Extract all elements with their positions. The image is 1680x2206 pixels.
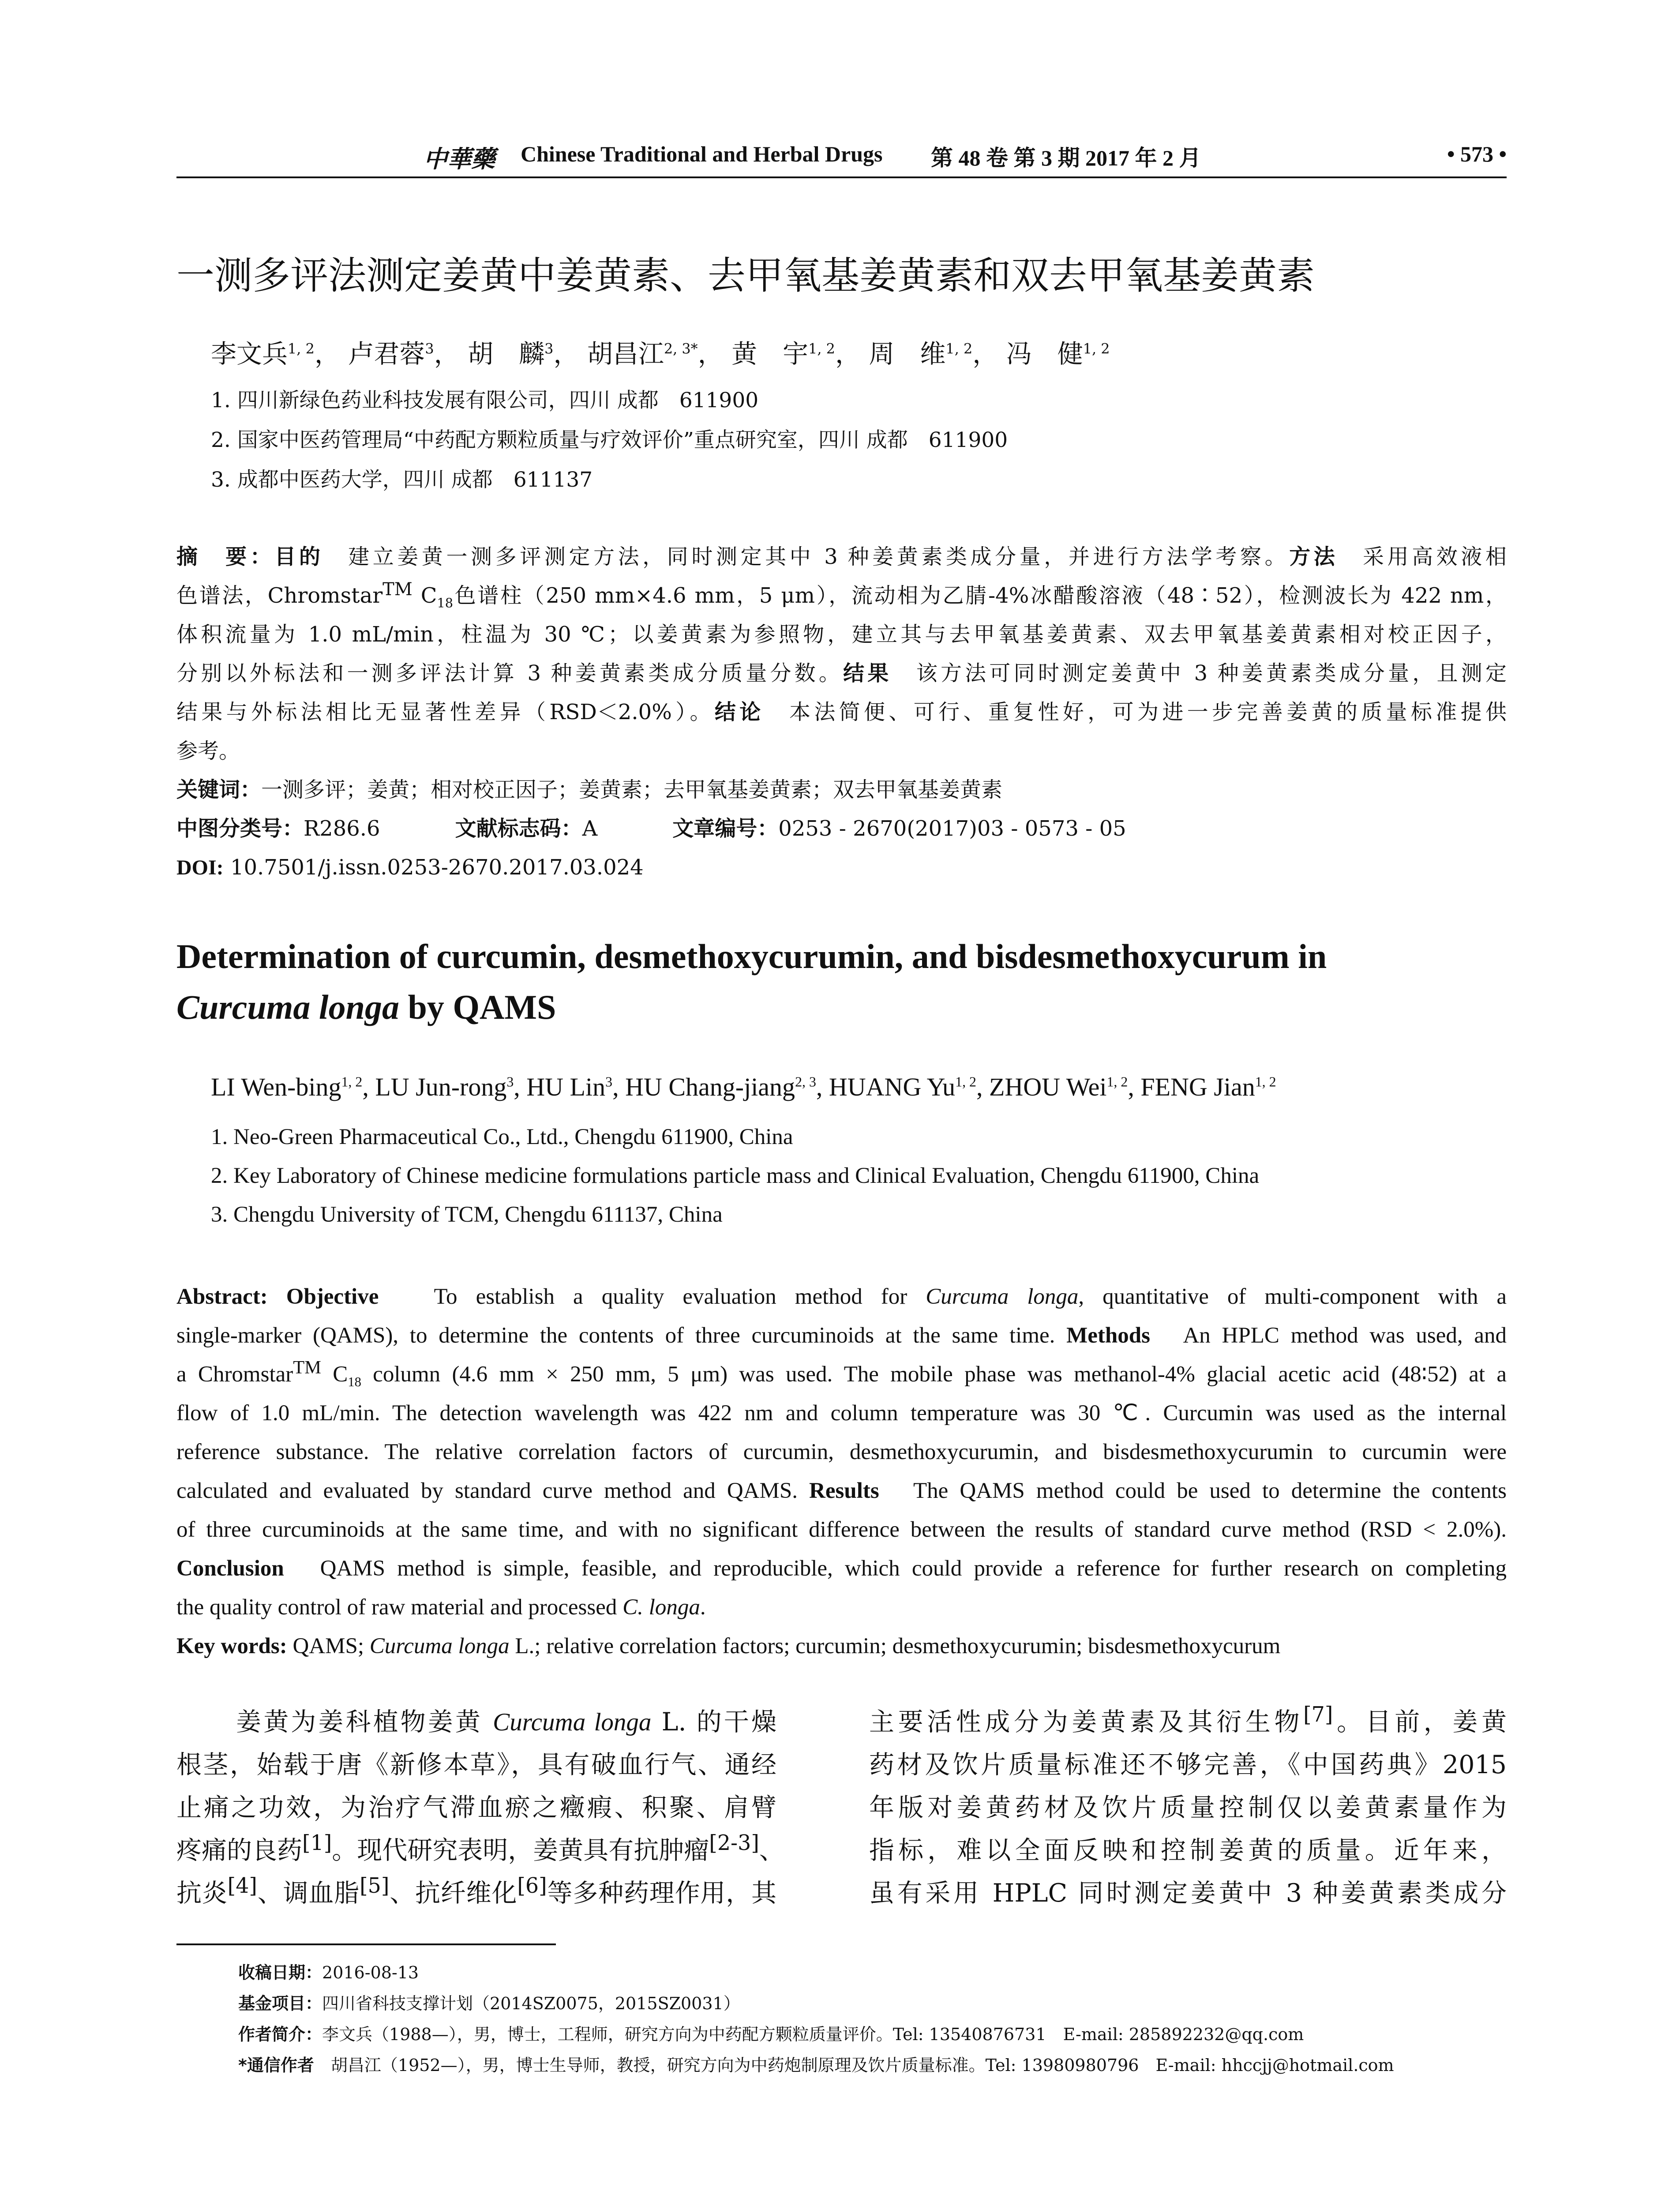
column-type: C: [321, 1362, 348, 1387]
abstract-en-line: [176, 1471, 1507, 1510]
body-text: 姜黄为姜科植物姜黄: [234, 1707, 493, 1737]
author-affil-mark: 1, 2: [288, 340, 315, 357]
abstract-cn-line: [176, 654, 1507, 693]
citation-ref[interactable]: [6]: [517, 1874, 547, 1898]
abstract-text: single-marker (QAMS), to determine the contents of three curcuminoids at the same time.: [176, 1323, 1067, 1348]
footnote-label: 收稿日期：: [238, 1963, 322, 1982]
body-text: 、: [759, 1836, 784, 1865]
abstract-text: a Chromstar: [176, 1362, 293, 1387]
trademark-mark: TM: [293, 1357, 321, 1378]
author-name: LU Jun-rong: [375, 1073, 507, 1101]
abstract-text: An HPLC method was used, and: [1183, 1323, 1507, 1348]
body-line: 虽有采用 HPLC 同时测定姜黄中 3 种姜黄素类成分: [869, 1879, 1507, 1908]
author-name: 卢君蓉: [348, 339, 425, 369]
abstract-cn: [176, 537, 1507, 887]
keywords-label: Key words:: [176, 1634, 287, 1658]
body-line: 指标，难以全面反映和控制姜黄的质量。近年来，: [869, 1836, 1507, 1865]
doi-link[interactable]: 10.7501/j.issn.0253-2670.2017.03.024: [230, 855, 644, 880]
citation-ref[interactable]: [5]: [360, 1874, 390, 1898]
keywords-text: L.; relative correlation factors; curcumin; desmethoxycurumin; bisdesmethoxycurum: [509, 1634, 1281, 1658]
keywords-en: [176, 1627, 1507, 1666]
footnote-received: [238, 1959, 419, 1983]
affiliation-cn: 1. 四川新绿色药业科技发展有限公司，四川 成都 611900: [211, 388, 759, 413]
keywords-text: 一测多评；姜黄；相对校正因子；姜黄素；去甲氧基姜黄素；双去甲氧基姜黄素: [261, 777, 1003, 802]
body-line: [176, 1829, 784, 1872]
author-affil-mark: 3: [605, 1074, 613, 1090]
affiliation-en: 3. Chengdu University of TCM, Chengdu 611137, China: [211, 1202, 723, 1227]
article-title-cn: 一测多评法测定姜黄中姜黄素、去甲氧基姜黄素和双去甲氧基姜黄素: [176, 254, 1315, 298]
page-number: • 573 •: [1447, 142, 1507, 166]
article-title-en-line: [176, 982, 1327, 1032]
species-name: C. longa: [622, 1595, 700, 1620]
clc-label: 中图分类号：: [176, 816, 304, 841]
conclusion-text: 本法简便、可行、重复性好，可为进一步完善姜黄的质量标准提供: [789, 700, 1507, 724]
species-name: Curcuma longa: [493, 1708, 652, 1736]
species-name: Curcuma longa: [926, 1284, 1079, 1309]
conclusion-label: Conclusion: [176, 1556, 284, 1581]
article-no-value: 0253 - 2670(2017)03 - 0573 - 05: [778, 816, 1126, 841]
keywords-label: 关键词：: [176, 777, 262, 802]
abstract-cn-line: [176, 537, 1507, 576]
affiliation-en: 1. Neo-Green Pharmaceutical Co., Ltd., Chengdu 611900, China: [211, 1125, 793, 1149]
body-line: [176, 1872, 776, 1915]
body-text: 、抗纤维化: [389, 1879, 518, 1908]
author-name: HU Lin: [526, 1073, 606, 1101]
body-line: [176, 1701, 776, 1744]
doi-line: [176, 848, 1507, 887]
objective-label: Objective: [286, 1284, 379, 1309]
footnote-rule: [176, 1943, 556, 1945]
abstract-en-line: flow of 1.0 mL/min. The detection wavelength was 422 nm and column temperature was 30 ℃. Curcumin was used as the internal: [176, 1401, 1507, 1426]
author-name: LI Wen-bing: [211, 1073, 341, 1101]
author-name: 李文兵: [211, 339, 288, 369]
citation-ref[interactable]: [7]: [1303, 1703, 1333, 1727]
citation-ref[interactable]: [1]: [302, 1831, 332, 1855]
column-type: C: [420, 583, 437, 608]
conclusion-text: 参考。: [176, 739, 240, 763]
issue-info: 第 48 卷 第 3 期 2017 年 2 月: [931, 146, 1201, 170]
author-affil-mark: 1, 2: [955, 1074, 976, 1090]
body-line: 根茎，始载于唐《新修本草》，具有破血行气、通经: [176, 1750, 776, 1779]
abstract-cn-line: [176, 732, 1507, 770]
abstract-en-line: [176, 1355, 1507, 1394]
affiliation-cn: 3. 成都中医药大学，四川 成都 611137: [211, 468, 593, 492]
clc-value: R286.6: [304, 816, 380, 841]
methods-text: 体积流量为 1.0 mL/min，柱温为 30 ℃；以姜黄素为参照物，建立其与去甲氧基姜黄素、双去甲氧基姜黄素相对校正因子，: [176, 622, 1507, 647]
footnote-label: 基金项目：: [238, 1994, 322, 2013]
body-text: 主要活性成分为姜黄素及其衍生物: [869, 1707, 1304, 1737]
footnote-correspondence: [238, 2052, 1394, 2076]
citation-ref[interactable]: [2-3]: [709, 1831, 759, 1855]
author-name: 冯 健: [1006, 339, 1083, 369]
keywords-cn: [176, 770, 1507, 809]
results-text: 该方法可同时测定姜黄中 3 种姜黄素类成分量，且测定: [916, 661, 1507, 686]
objective-text: 建立姜黄一测多评测定方法，同时测定其中 3 种姜黄素类成分量，并进行方法学考察。: [348, 544, 1290, 569]
title-rest: by QAMS: [399, 988, 556, 1026]
author-name: ZHOU Wei: [989, 1073, 1107, 1101]
abstract-text: The QAMS method could be used to determine the contents: [913, 1478, 1507, 1503]
abstract-en-line: of three curcuminoids at the same time, and with no significant difference between the results of standard curve method (RSD < 2.0%).: [176, 1517, 1507, 1542]
conclusion-label: 结论: [714, 700, 765, 724]
body-column-left: [176, 1701, 784, 1915]
footnote-text: 四川省科技支撑计划（2014SZ0075，2015SZ0031）: [322, 1994, 740, 2013]
body-text: 。现代研究表明，姜黄具有抗肿瘤: [332, 1836, 709, 1865]
abstract-en-line: reference substance. The relative correlation factors of curcumin, desmethoxycurumin, and bisdesmethoxycurumin to curcumin were: [176, 1440, 1507, 1464]
abstract-en-line: [176, 1549, 1507, 1588]
body-text: 抗炎: [176, 1879, 228, 1908]
trademark-mark: TM: [382, 579, 412, 600]
abstract-en-line: [176, 1316, 1507, 1355]
abstract-text: , quantitative of multi-component with a: [1078, 1284, 1507, 1309]
body-line: [869, 1701, 1507, 1744]
affiliation-en: 2. Key Laboratory of Chinese medicine formulations particle mass and Clinical Evaluation, Chengdu 611900, China: [211, 1163, 1260, 1188]
abstract-text: To establish a quality evaluation method for: [434, 1284, 926, 1309]
article-title-en-line: Determination of curcumin, desmethoxycurumin, and bisdesmethoxycurum in: [176, 937, 1327, 975]
author-name: 周 维: [869, 339, 946, 369]
results-text: 结果与外标法相比无显著性差异（RSD＜2.0%）。: [176, 700, 715, 724]
affiliation-cn: 2. 国家中医药管理局“中药配方颗粒质量与疗效评价”重点研究室，四川 成都 611900: [211, 428, 1008, 452]
author-list-cn: 李文兵$^{1, 2}$， 卢君蓉$^3$， 胡 麟$^3$， 胡昌江$^{2, 3*}$， 黄 宇$^{1, 2}$， 周 维$^{1, 2}$， 冯 健$^{1, 2}$: [211, 339, 1110, 369]
article-title-en: [176, 931, 1327, 1032]
body-text: 等多种药理作用，其: [547, 1879, 777, 1908]
author-name: FENG Jian: [1140, 1073, 1255, 1101]
footnote-author: [238, 2021, 1304, 2045]
abstract-text: the quality control of raw material and processed: [176, 1595, 623, 1620]
species-name: Curcuma longa: [176, 988, 399, 1026]
doc-code-value: A: [582, 816, 598, 841]
abstract-cn-line: [176, 576, 1507, 615]
methods-text: 色谱柱（250 mm×4.6 mm，5 μm），流动相为乙腈-4%冰醋酸溶液（48∶52），检测波长为 422 nm，: [453, 583, 1507, 608]
abstract-text: column (4.6 mm × 250 mm, 5 μm) was used. The mobile phase was methanol-4% glacial acetic acid (48∶52) at a: [361, 1362, 1507, 1387]
author-affil-mark: 1, 2: [1106, 1074, 1128, 1090]
header-rule: [176, 176, 1507, 178]
body-line: 年版对姜黄药材及饮片质量控制仅以姜黄素量作为: [869, 1793, 1507, 1822]
author-affil-mark: 2, 3: [795, 1074, 816, 1090]
column-type-sub: 18: [437, 595, 454, 611]
article-no-label: 文章编号：: [672, 816, 779, 841]
results-label: 结果: [843, 661, 892, 686]
author-name: HU Chang-jiang: [625, 1073, 795, 1101]
abstract-cn-line: [176, 615, 1507, 654]
species-name: Curcuma longa: [369, 1634, 510, 1658]
journal-name: Chinese Traditional and Herbal Drugs: [521, 142, 883, 166]
body-text: 、调血脂: [257, 1879, 360, 1908]
author-name: HUANG Yu: [829, 1073, 956, 1101]
footnote-text: 李文兵（1988—），男，博士，工程师，研究方向为中药配方颗粒质量评价。Tel: 13540876731 E-mail: 285892232@qq.com: [322, 2025, 1304, 2044]
methods-label: 方法: [1289, 544, 1339, 569]
classification-line: [176, 809, 1507, 848]
footnote-text: 胡昌江（1952—），男，博士生导师，教授，研究方向为中药炮制原理及饮片质量标准。Tel: 13980980796 E-mail: hhccjj@hotmail.com: [330, 2056, 1394, 2075]
doc-code-label: 文献标志码：: [455, 816, 582, 841]
abstract-en: [176, 1277, 1507, 1666]
body-column-right: [869, 1701, 1507, 1915]
author-affil-mark: 3: [544, 340, 554, 357]
objective-label: 目的: [274, 544, 324, 569]
body-text: L. 的干燥: [651, 1707, 776, 1737]
abstract-en-line: [176, 1588, 1507, 1627]
footnote-text: 2016-08-13: [322, 1963, 419, 1982]
author-affil-mark: 3: [425, 340, 434, 357]
abstract-text: QAMS method is simple, feasible, and reproducible, which could provide a reference for further research on completing: [320, 1556, 1507, 1581]
body-text: 疼痛的良药: [176, 1836, 302, 1865]
abstract-label: 摘 要：: [176, 544, 275, 569]
abstract-label: Abstract:: [176, 1284, 268, 1309]
doi-label: DOI:: [176, 856, 224, 879]
footnote-label: *通信作者: [238, 2056, 314, 2075]
author-affil-mark: 1, 2: [1255, 1074, 1276, 1090]
author-name: 胡 麟: [468, 339, 545, 369]
author-affil-mark: 1, 2: [945, 340, 973, 357]
methods-text: 分别以外标法和一测多评法计算 3 种姜黄素类成分质量分数。: [176, 661, 844, 686]
author-name: 胡昌江: [587, 339, 664, 369]
author-affil-mark: 1, 2: [808, 340, 835, 357]
methods-text: 色谱法，Chromstar: [176, 583, 383, 608]
methods-label: Methods: [1066, 1323, 1150, 1348]
abstract-en-line: [176, 1277, 1507, 1316]
author-affil-mark: 3: [506, 1074, 514, 1090]
body-line: 止痛之功效，为治疗气滞血瘀之癥瘕、积聚、肩臂: [176, 1793, 776, 1822]
running-header: [176, 140, 1507, 176]
abstract-cn-line: [176, 693, 1507, 732]
author-affil-mark: 2, 3*: [664, 340, 698, 357]
author-list-en: LI Wen-bing$^{1, 2}$, LU Jun-rong$^3$, HU Lin$^3$, HU Chang-jiang$^{2, 3}$, HUANG Yu$^{1, 2}$, ZHOU Wei$^{1, 2}$, FENG Jian$^{1, 2}$: [211, 1073, 1276, 1101]
footnote-label: 作者简介：: [238, 2025, 322, 2044]
body-line: 药材及饮片质量标准还不够完善，《中国药典》2015: [869, 1750, 1507, 1779]
citation-ref[interactable]: [4]: [227, 1874, 257, 1898]
abstract-text: calculated and evaluated by standard curve method and QAMS.: [176, 1478, 810, 1503]
column-type-sub: 18: [348, 1374, 361, 1390]
author-name: 黄 宇: [731, 339, 809, 369]
abstract-text: .: [700, 1595, 706, 1620]
author-affil-mark: 1, 2: [341, 1074, 363, 1090]
author-affil-mark: 1, 2: [1083, 340, 1110, 357]
keywords-text: QAMS;: [287, 1634, 370, 1658]
body-text: 。目前，姜黄: [1333, 1707, 1507, 1737]
footnote-fund: [238, 1990, 740, 2014]
methods-text: 采用高效液相: [1362, 544, 1507, 569]
results-label: Results: [809, 1478, 879, 1503]
journal-logo: 中華藥: [424, 145, 495, 173]
